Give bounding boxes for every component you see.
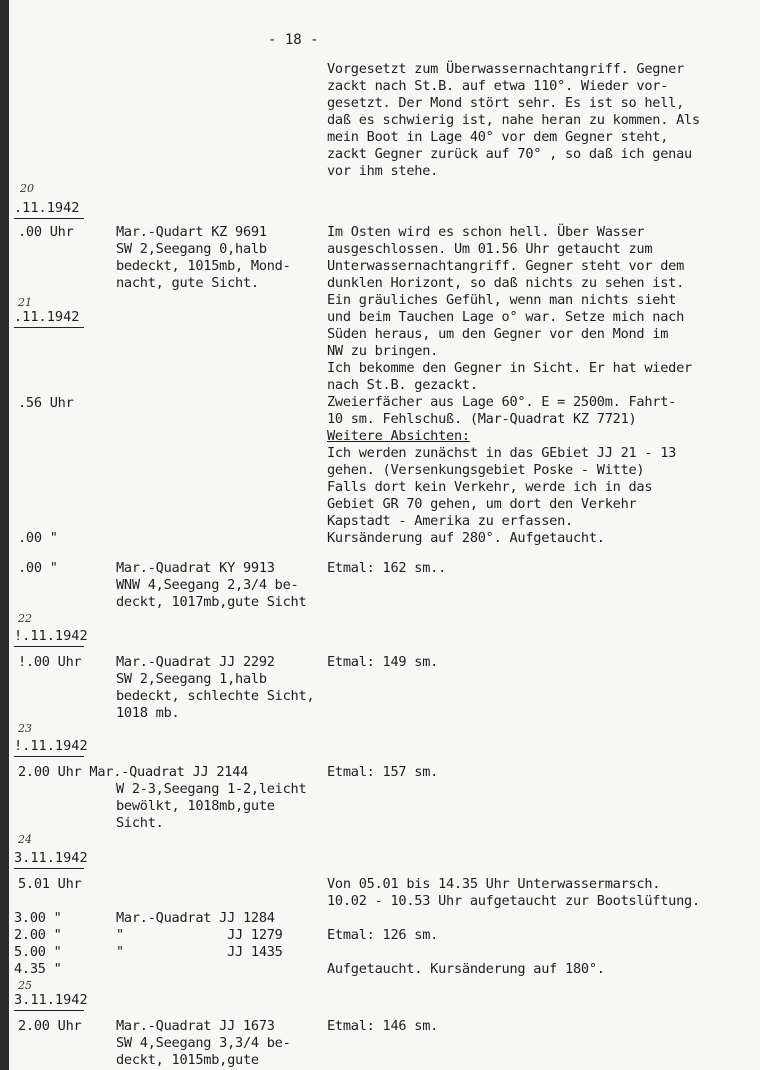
time-entry: .56 Uhr — [18, 395, 74, 411]
date-heading: !.11.1942 — [14, 628, 84, 647]
position-line: bedeckt, schlechte Sicht, — [116, 688, 315, 704]
text-line: nach St.B. gezackt. — [327, 377, 478, 393]
position-line: WNW 4,Seegang 2,3/4 be- — [116, 577, 299, 593]
text-line: zackt nach St.B. auf etwa 110°. Wieder vor- — [327, 78, 669, 94]
text-line: Unterwassernachtangriff. Gegner steht vor dem — [327, 258, 685, 274]
position-line: nacht, gute Sicht. — [116, 275, 259, 291]
time-entry: .00 " — [18, 560, 58, 576]
text-line: Im Osten wird es schon hell. Über Wasser — [327, 224, 645, 240]
text-line: mein Boot in Lage 40° vor dem Gegner steht, — [327, 129, 669, 145]
text-line: daß es schwierig ist, nahe heran zu kommen. Als — [327, 112, 700, 128]
position-line: SW 2,Seegang 1,halb — [116, 671, 267, 687]
position-line: SW 4,Seegang 3,3/4 be- — [116, 1035, 291, 1051]
page-number: - 18 - — [268, 32, 319, 48]
etmal: Etmal: 162 sm.. — [327, 560, 447, 576]
time-entry: 2.00 " — [14, 927, 62, 943]
position-line: deckt, 1015mb,gute — [116, 1052, 259, 1068]
position-line: SW 2,Seegang 0,halb — [116, 241, 267, 257]
date-heading: !.11.1942 — [14, 738, 84, 757]
text-line: Süden heraus, um den Gegner vor den Mond im — [327, 326, 669, 342]
text-line: Von 05.01 bis 14.35 Uhr Unterwassermarsch. — [327, 876, 661, 892]
position-line: deckt, 1017mb,gute Sicht — [116, 594, 307, 610]
text-line: Vorgesetzt zum Überwassernachtangriff. Gegner — [327, 61, 685, 77]
text-line: vor ihm stehe. — [327, 163, 439, 179]
handwritten-day: 21 — [18, 296, 32, 309]
position-line: bedeckt, 1015mb, Mond- — [116, 258, 291, 274]
time-entry: 3.00 " — [14, 910, 62, 926]
time-entry: 5.00 " — [14, 944, 62, 960]
date-heading: 3.11.1942 — [14, 850, 84, 869]
text-line: Zweierfächer aus Lage 60°. E = 2500m. Fahrt- — [327, 394, 677, 410]
etmal: Etmal: 157 sm. — [327, 764, 439, 780]
intentions-heading: Weitere Absichten: — [327, 428, 470, 444]
time-entry: !.00 Uhr — [18, 654, 82, 670]
text-line: Aufgetaucht. Kursänderung auf 180°. — [327, 961, 605, 977]
text-line: gesetzt. Der Mond stört sehr. Es ist so hell, — [327, 95, 685, 111]
text-line: zackt Gegner zurück auf 70° , so daß ich genau — [327, 146, 692, 162]
scan-edge — [0, 0, 9, 1070]
position-line: Mar.-Quadrat JJ 2292 — [116, 654, 275, 670]
handwritten-day: 23 — [18, 722, 32, 735]
etmal: Etmal: 149 sm. — [327, 654, 439, 670]
time-entry: 4.35 " — [14, 961, 62, 977]
position-line: Mar.-Quadrat JJ 1673 — [116, 1018, 275, 1034]
position-line: Mar.-Quadrat JJ 1284 — [116, 910, 275, 926]
text-line: 10 sm. Fehlschuß. (Mar-Quadrat KZ 7721) — [327, 411, 637, 427]
handwritten-day: 24 — [18, 833, 32, 846]
text-line: Gebiet GR 70 gehen, um dort den Verkehr — [327, 496, 637, 512]
etmal: Etmal: 146 sm. — [327, 1018, 439, 1034]
text-line: Falls dort kein Verkehr, werde ich in das — [327, 479, 653, 495]
time-entry: .00 Uhr — [18, 224, 74, 240]
handwritten-day: 20 — [20, 182, 34, 195]
text-line: 10.02 - 10.53 Uhr aufgetaucht zur Bootslüftung. — [327, 893, 700, 909]
text-line: gehen. (Versenkungsgebiet Poske - Witte) — [327, 462, 645, 478]
text-line: NW zu bringen. — [327, 343, 439, 359]
time-entry: 5.01 Uhr — [18, 876, 82, 892]
text-line: und beim Tauchen Lage o° war. Setze mich nach — [327, 309, 685, 325]
time-entry: 2.00 Uhr Mar.-Quadrat JJ 2144 — [18, 764, 249, 780]
date-heading: 3.11.1942 — [14, 992, 84, 1011]
position-line: bewölkt, 1018mb,gute — [116, 798, 275, 814]
text-line: Ich werden zunächst in das GEbiet JJ 21 - 13 — [327, 445, 677, 461]
text-line: Ich bekomme den Gegner in Sicht. Er hat wieder — [327, 360, 692, 376]
date-heading: .11.1942 — [14, 200, 84, 219]
position-line: 1018 mb. — [116, 705, 180, 721]
position-line: W 2-3,Seegang 1-2,leicht — [116, 781, 307, 797]
position-line: Sicht. — [116, 815, 164, 831]
text-line: Ein gräuliches Gefühl, wenn man nichts sieht — [327, 292, 677, 308]
time-entry: 2.00 Uhr — [18, 1018, 82, 1034]
date-heading: .11.1942 — [14, 309, 84, 328]
etmal: Etmal: 126 sm. — [327, 927, 439, 943]
text-line: dunklen Horizont, so daß nichts zu sehen ist. — [327, 275, 685, 291]
text-line: Kursänderung auf 280°. Aufgetaucht. — [327, 530, 605, 546]
time-entry: .00 " — [18, 530, 58, 546]
position-line: Mar.-Qudart KZ 9691 — [116, 224, 267, 240]
position-line: Mar.-Quadrat KY 9913 — [116, 560, 275, 576]
handwritten-day: 22 — [18, 612, 32, 625]
handwritten-day: 25 — [18, 979, 32, 992]
position-line: " JJ 1279 — [116, 927, 283, 943]
text-line: ausgeschlossen. Um 01.56 Uhr getaucht zum — [327, 241, 653, 257]
text-line: Kapstadt - Amerika zu erfassen. — [327, 513, 573, 529]
position-line: " JJ 1435 — [116, 944, 283, 960]
